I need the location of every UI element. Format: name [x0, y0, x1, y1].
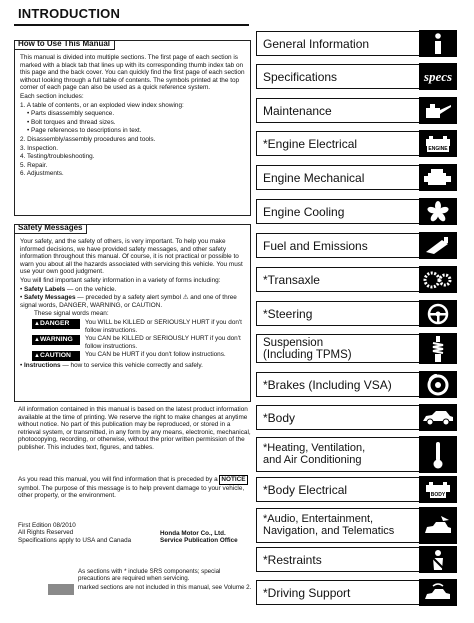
alert-triangle-icon: ▲	[34, 337, 40, 344]
fan-icon	[419, 198, 457, 225]
safety-box	[14, 224, 251, 402]
tab-label: General Information	[263, 36, 370, 51]
tab-label: Engine Mechanical	[263, 170, 365, 185]
tab-body[interactable]	[256, 405, 456, 430]
notice-badge: NOTICE	[221, 476, 246, 483]
battery-body-icon	[419, 476, 457, 503]
body-icon-text: BODY	[430, 491, 446, 498]
caution-label: CAUTION	[39, 352, 71, 360]
srs-note: As sections with * include SRS components; special precautions are required when servicing.	[78, 568, 221, 583]
instructions-rest: — how to service this vehicle correctly and safely.	[60, 362, 203, 370]
publisher-line-2: Service Publication Office	[160, 537, 238, 545]
battery-engine-icon	[419, 130, 457, 157]
how-to-sub-2: • Bolt torques and thread sizes.	[27, 118, 116, 126]
title-rule	[14, 24, 249, 26]
seatbelt-icon	[419, 546, 457, 573]
edition-block	[18, 522, 131, 544]
danger-badge	[32, 319, 80, 329]
notice-text-a: As you read this manual, you will find information that is preceded by a	[18, 476, 220, 483]
how-to-item-1: 1. A table of contents, or an exploded view index showing:	[20, 101, 184, 109]
tab-specifications[interactable]	[256, 64, 456, 89]
safety-bullet-instructions: • Instructions — how to service this vehicle correctly and safely.	[20, 362, 203, 370]
caution-badge	[32, 351, 80, 361]
publisher-block	[160, 530, 238, 545]
oil-can-icon	[419, 97, 457, 124]
gears-icon	[419, 266, 457, 293]
gray-swatch	[48, 584, 74, 595]
how-to-item-5: 5. Repair.	[20, 161, 48, 169]
how-to-box	[14, 40, 251, 216]
tab-restraints[interactable]	[256, 547, 456, 572]
tab-body-electrical[interactable]	[256, 477, 456, 502]
how-to-item-4: 4. Testing/troubleshooting.	[20, 153, 95, 161]
gray-note: marked sections are not included in this manual, see Volume 2.	[78, 584, 252, 591]
page-title: INTRODUCTION	[18, 6, 121, 21]
how-to-intro: This manual is divided into multiple sections. The first page of each section is marked with a black tab that lines up with its corresponding thumb index tab on this page and the back cover. You can quickly find the first page of each section without looking through a full table of contents. The symbols printed at the top corner of each page can also be used as a quick reference system.	[20, 54, 245, 92]
tab-heating-ventilation[interactable]	[256, 437, 456, 472]
tab-driving-support[interactable]	[256, 580, 456, 605]
how-to-title: How to Use This Manual	[14, 40, 115, 50]
safety-messages-bold: Safety Messages	[24, 294, 76, 302]
steering-wheel-icon	[419, 300, 457, 327]
danger-text: You WILL be KILLED or SERIOUSLY HURT if you don't follow instructions.	[85, 318, 242, 334]
tab-label: Suspension (Including TPMS)	[263, 336, 352, 361]
tab-steering[interactable]	[256, 301, 456, 326]
tab-engine-electrical[interactable]	[256, 131, 456, 156]
tab-general-information[interactable]	[256, 31, 456, 56]
safety-para-1: Your safety, and the safety of others, is very important. To help you make informed decisions, we have provided safety messages, and other safety information throughout this manual. Of course, it is not practical or possible to warn you about all the hazards associated with servicing this vehicle. You must use your own good judgment.	[20, 238, 243, 276]
safety-bullet-labels: • Safety Labels — on the vehicle.	[20, 285, 117, 293]
how-to-item-3: 3. Inspection.	[20, 144, 59, 152]
tab-maintenance[interactable]	[256, 98, 456, 123]
warning-label: WARNING	[39, 336, 73, 344]
tab-label: *Transaxle	[263, 272, 320, 287]
tab-label: *Body Electrical	[263, 482, 348, 497]
shock-absorber-icon	[419, 333, 457, 364]
caution-text: You CAN be HURT if you don't follow instructions.	[85, 351, 226, 359]
car-body-icon	[419, 404, 457, 431]
tab-label: Fuel and Emissions	[263, 238, 368, 253]
tab-label: *Steering	[263, 306, 313, 321]
warning-text: You CAN be KILLED or SERIOUSLY HURT if you don't follow instructions.	[85, 335, 241, 350]
notice-text-b: symbol. The purpose of this message is to help prevent damage to your vehicle, other property, or the environment.	[18, 484, 245, 500]
tab-label: *Audio, Entertainment, Navigation, and Telematics	[263, 513, 395, 537]
tab-engine-cooling[interactable]	[256, 199, 456, 224]
how-to-sub-3: • Page references to descriptions in text.	[27, 127, 142, 135]
edition-line-1: First Edition 08/2010	[18, 522, 76, 529]
tab-brakes[interactable]	[256, 372, 456, 397]
specs-icon-text: specs	[423, 68, 453, 84]
signal-intro: These signal words mean:	[34, 310, 109, 318]
specs-icon	[419, 63, 457, 90]
tab-label: *Heating, Ventilation, and Air Conditioning	[263, 442, 366, 466]
fuel-nozzle-icon	[419, 232, 457, 259]
warning-badge	[32, 335, 80, 345]
tab-label: Specifications	[263, 69, 338, 84]
safety-messages-rest: — preceded by a safety alert symbol ⚠ and one of three signal words, DANGER, WARNING, or CAUTION.	[20, 294, 237, 309]
info-paragraph-1: All information contained in this manual is based on the latest product information available at the time of printing. We reserve the right to make changes at anytime without notice. No part of this publication may be reproduced, or stored in a retrieval system, or transmitted, in any form by any means, electronic, mechanical, photocopying, recording, or otherwise, without the prior written permission of the publisher. This includes text, figures, and tables.	[18, 406, 251, 451]
info-paragraph-2	[18, 475, 251, 500]
caution-row	[32, 351, 245, 361]
tab-audio-navigation[interactable]	[256, 508, 456, 543]
driving-support-icon	[419, 579, 457, 606]
navigation-car-icon	[419, 507, 457, 544]
how-to-sub-1: • Parts disassembly sequence.	[27, 110, 115, 118]
tab-label: *Brakes (Including VSA)	[263, 377, 392, 392]
alert-triangle-icon: ▲	[34, 320, 40, 327]
thermometer-icon	[419, 436, 457, 473]
warning-row	[32, 335, 245, 350]
edition-line-2: All Rights Reserved	[18, 529, 74, 537]
tab-label: *Body	[263, 410, 296, 425]
tab-fuel-and-emissions[interactable]	[256, 233, 456, 258]
safety-bullet-messages: • Safety Messages — preceded by a safety alert symbol ⚠ and one of three signal words, DANGER, WARNING, or CAUTION.	[20, 294, 237, 309]
tab-label: Maintenance	[263, 103, 332, 118]
publisher-line-1: Honda Motor Co., Ltd.	[160, 530, 226, 537]
safety-title: Safety Messages	[14, 224, 87, 234]
brake-disc-icon	[419, 371, 457, 398]
instructions-bold: Instructions	[24, 362, 61, 370]
info-icon	[419, 30, 457, 57]
tab-label: *Driving Support	[263, 585, 351, 600]
engine-icon-text: ENGINE	[428, 145, 448, 152]
alert-triangle-icon: ▲	[34, 353, 40, 360]
edition-line-3: Specifications apply to USA and Canada	[18, 536, 132, 544]
how-to-item-6: 6. Adjustments.	[20, 170, 64, 178]
tab-label: *Engine Electrical	[263, 136, 358, 151]
tab-label: Engine Cooling	[263, 204, 345, 219]
tab-engine-mechanical[interactable]	[256, 165, 456, 190]
danger-label: DANGER	[39, 319, 70, 327]
safety-labels-bold: Safety Labels	[24, 285, 66, 293]
safety-labels-rest: — on the vehicle.	[65, 285, 117, 293]
tab-transaxle[interactable]	[256, 267, 456, 292]
danger-row	[32, 319, 245, 334]
engine-block-icon	[419, 164, 457, 191]
safety-para-2: You will find important safety information in a variety of forms including:	[20, 276, 221, 284]
how-to-item-2: 2. Disassembly/assembly procedures and tools.	[20, 135, 156, 143]
tab-label: *Restraints	[263, 552, 322, 567]
how-to-includes: Each section includes:	[20, 92, 84, 100]
tab-suspension[interactable]	[256, 334, 456, 363]
